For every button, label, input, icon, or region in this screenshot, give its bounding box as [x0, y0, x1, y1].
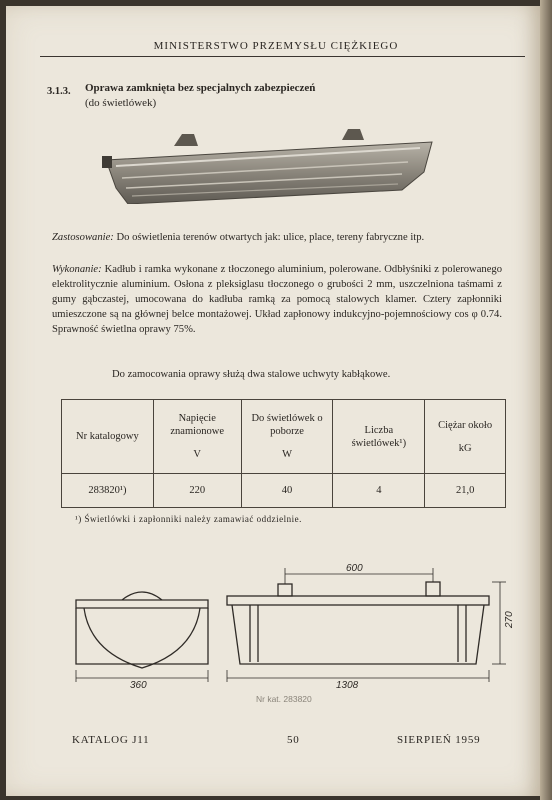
cell-lamp-count: 4: [333, 474, 425, 508]
section-title: Oprawa zamknięta bez specjalnych zabezpieczeń: [85, 82, 316, 94]
construction-label: Wykonanie:: [52, 264, 102, 275]
section-subtitle: (do świetlówek): [85, 97, 157, 109]
cell-power: 40: [241, 474, 333, 508]
cell-weight: 21,0: [425, 474, 506, 508]
side-view: [76, 592, 208, 668]
book-spine: [540, 0, 552, 800]
header-voltage: Napięcie znamionowe V: [153, 400, 241, 474]
mounting-text: Do zamocowania oprawy służą dwa stalowe uchwyty kabłąkowe.: [112, 369, 391, 380]
luminaire-photo: [102, 126, 437, 204]
footnote: ¹) Świetlówki i zapłonniki należy zamawiać oddzielnie.: [75, 514, 302, 524]
header-lamp-count: Liczba świetlówek¹): [333, 400, 425, 474]
dim-270: 270: [504, 611, 515, 628]
construction-paragraph: [52, 262, 502, 337]
page-number: 50: [287, 734, 300, 746]
construction-text: Kadłub i ramka wykonane z tłoczonego aluminium, polerowane. Odbłyśniki z polerowanego elektrolitycznie aluminium. Osłona z pleksiglasu tłoczonego o grubości 2 mm, uszczelniona taśmami z gumy gąbczastej, umocowana do kadłuba ramką za pomocą stalowych klamer. Cztery zapłonniki umieszczone są na głównej belce montażowej. Układ zapłonowy indukcyjno-pojemnościowy cos φ 0.74. Sprawność świetlna oprawy 75%.: [52, 264, 502, 335]
dim-600: 600: [346, 563, 363, 574]
table-header-row: [62, 400, 506, 474]
technical-drawing: [60, 560, 520, 710]
spec-table: [61, 399, 506, 508]
front-view: [227, 582, 489, 664]
header-power: Do świetlówek o poborze W: [241, 400, 333, 474]
table-row: [62, 474, 506, 508]
application-text: Do oświetlenia terenów otwartych jak: ulice, place, tereny fabryczne itp.: [116, 232, 425, 243]
header-weight: Ciężar około kG: [425, 400, 506, 474]
footer-catalog: KATALOG J11: [72, 734, 150, 746]
running-head: MINISTERSTWO PRZEMYSŁU CIĘŻKIEGO: [153, 40, 399, 52]
footer-date: SIERPIEŃ 1959: [397, 734, 481, 746]
application-label: Zastosowanie:: [52, 232, 114, 243]
cell-catalog-number: 283820¹): [62, 474, 154, 508]
drawing-caption: Nr kat. 283820: [256, 694, 312, 704]
header-catalog-number: Nr katalogowy: [62, 400, 154, 474]
dim-360: 360: [130, 680, 147, 691]
cell-voltage: 220: [153, 474, 241, 508]
application-paragraph: [52, 230, 502, 245]
header-rule: [40, 56, 525, 57]
dim-1308: 1308: [336, 680, 359, 691]
section-number: 3.1.3.: [47, 86, 71, 97]
